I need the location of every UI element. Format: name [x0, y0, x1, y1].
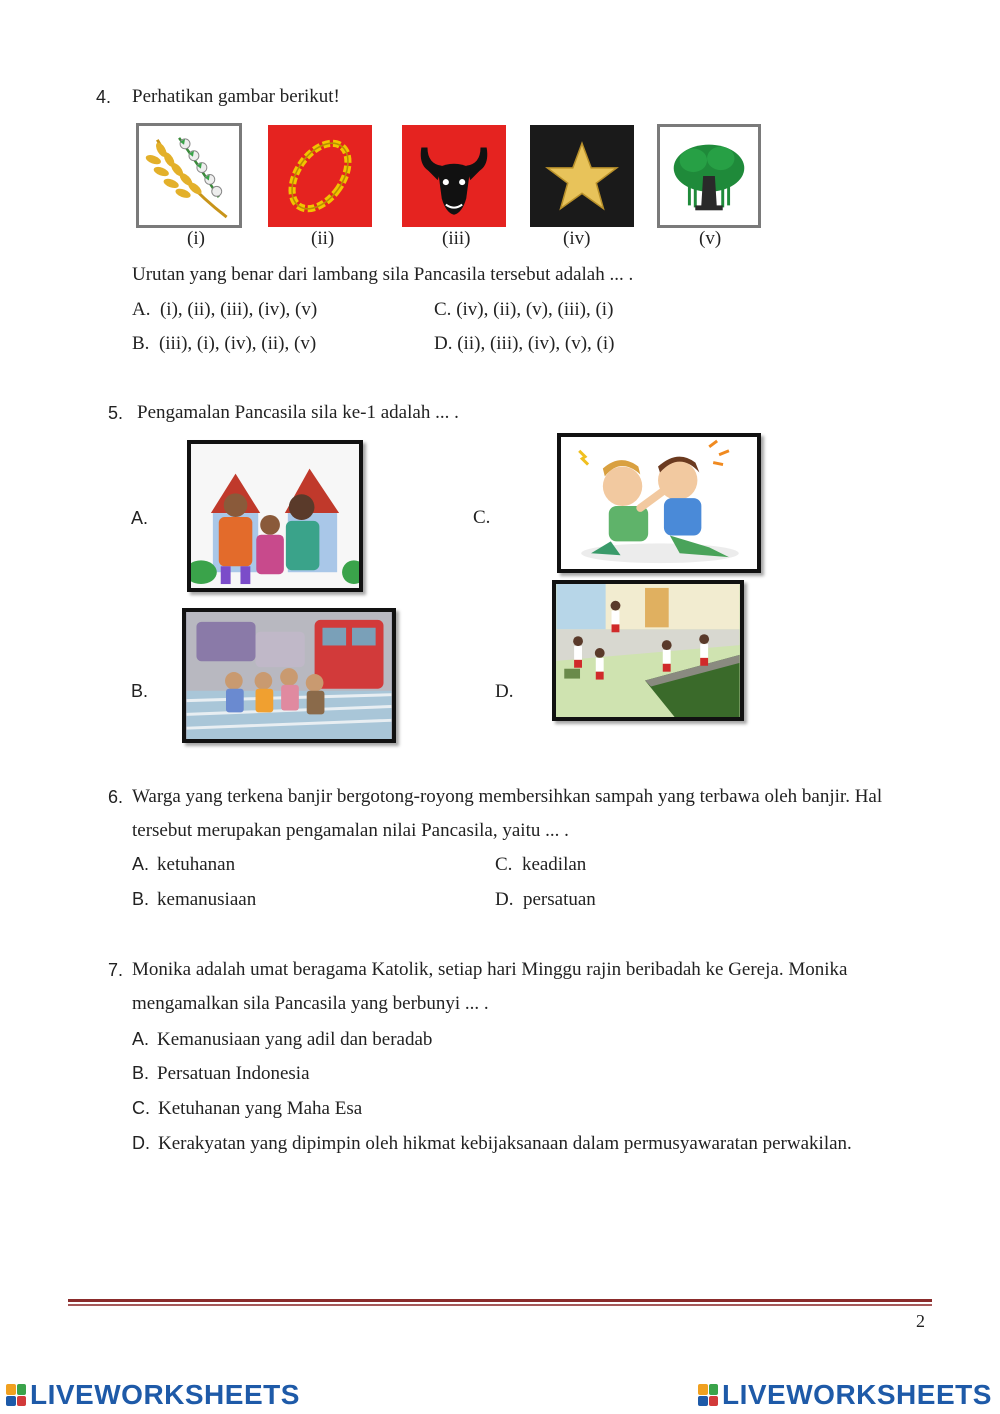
option-text: Kerakyatan yang dipimpin oleh hikmat kebijaksanaan dalam permusyawaratan perwakilan. — [158, 1133, 852, 1154]
q7-prompt-line1: Monika adalah umat beragama Katolik, setiap hari Minggu rajin beribadah ke Gereja. Monika — [132, 959, 848, 980]
q7-option-a[interactable] — [132, 1029, 432, 1051]
brand-right[interactable] — [698, 1379, 992, 1411]
option-text: (iii), (i), (iv), (ii), (v) — [158, 333, 317, 354]
option-letter: D. — [434, 333, 453, 354]
q7-option-d[interactable] — [132, 1133, 852, 1155]
q4-question: Urutan yang benar dari lambang sila Pancasila tersebut adalah ... . — [132, 264, 634, 285]
children-praying-church-image[interactable] — [187, 440, 363, 592]
option-letter: C. — [132, 1098, 150, 1118]
option-text: keadilan — [521, 854, 587, 875]
option-letter: C. — [495, 854, 513, 875]
symbol-label-v: (v) — [699, 228, 722, 249]
q5-number: 5. — [108, 403, 124, 423]
rantai-icon — [268, 125, 372, 227]
padi-kapas-icon — [136, 123, 242, 228]
option-text: Kemanusiaan yang adil dan beradab — [157, 1029, 433, 1050]
brand-left[interactable] — [6, 1379, 300, 1411]
q5-prompt: Pengamalan Pancasila sila ke-1 adalah ... . — [137, 402, 459, 423]
option-letter: A. — [132, 854, 150, 874]
q4-option-d[interactable] — [434, 333, 614, 355]
q4-option-c[interactable] — [434, 299, 613, 321]
option-letter: D. — [132, 1133, 150, 1153]
brand-left-text: LIVEWORKSHEETS — [30, 1379, 300, 1410]
q6-prompt-line1: Warga yang terkena banjir bergotong-royong membersihkan sampah yang terbawa oleh banjir. Hal — [132, 786, 883, 807]
children-cleaning-school-image[interactable] — [552, 580, 744, 721]
boys-fighting-image[interactable] — [557, 433, 761, 573]
option-text: Ketuhanan yang Maha Esa — [158, 1098, 363, 1119]
q6-option-a[interactable] — [132, 854, 235, 876]
q5-option-c-letter: C. — [473, 507, 491, 528]
footer-rule-bottom — [68, 1304, 932, 1306]
q6-option-b[interactable] — [132, 889, 256, 911]
symbol-label-i: (i) — [187, 228, 205, 249]
q5-option-b-letter: B. — [131, 681, 149, 701]
option-text: ketuhanan — [157, 854, 236, 875]
q4-option-b[interactable] — [132, 333, 316, 355]
crowded-street-image[interactable] — [182, 608, 396, 743]
bintang-icon — [530, 125, 634, 227]
option-letter: D. — [495, 889, 514, 910]
option-letter: A. — [132, 299, 151, 320]
symbol-label-iv: (iv) — [563, 228, 591, 249]
q4-option-a[interactable] — [132, 299, 317, 321]
q6-prompt-line2: tersebut merupakan pengamalan nilai Pancasila, yaitu ... . — [132, 820, 569, 841]
q7-option-b[interactable] — [132, 1063, 310, 1085]
liveworksheets-logo-icon — [6, 1384, 26, 1406]
option-letter: B. — [132, 889, 150, 909]
symbol-label-iii: (iii) — [442, 228, 471, 249]
q7-option-c[interactable] — [132, 1098, 362, 1120]
page-number: 2 — [916, 1311, 925, 1331]
q6-number: 6. — [108, 787, 124, 807]
option-text: (iv), (ii), (v), (iii), (i) — [456, 299, 614, 320]
option-letter: B. — [132, 333, 150, 354]
liveworksheets-logo-icon — [698, 1384, 718, 1406]
pohon-beringin-icon — [657, 124, 761, 228]
q4-prompt: Perhatikan gambar berikut! — [132, 86, 340, 107]
option-letter: C. — [434, 299, 452, 320]
footer-rule-top — [68, 1299, 932, 1302]
q7-prompt-line2: mengamalkan sila Pancasila yang berbunyi ... . — [132, 993, 489, 1014]
q5-option-a-letter: A. — [131, 508, 149, 528]
kepala-banteng-icon — [402, 125, 506, 227]
brand-right-text: LIVEWORKSHEETS — [722, 1379, 992, 1410]
q6-option-c[interactable] — [495, 854, 586, 876]
symbol-label-ii: (ii) — [311, 228, 335, 249]
q7-number: 7. — [108, 960, 124, 980]
option-letter: A. — [132, 1029, 150, 1049]
q5-option-d-letter: D. — [495, 681, 514, 702]
option-letter: B. — [132, 1063, 150, 1083]
q4-number: 4. — [96, 87, 112, 107]
option-text: (ii), (iii), (iv), (v), (i) — [457, 333, 615, 354]
option-text: persatuan — [522, 889, 596, 910]
option-text: (i), (ii), (iii), (iv), (v) — [159, 299, 318, 320]
option-text: kemanusiaan — [157, 889, 257, 910]
q6-option-d[interactable] — [495, 889, 596, 911]
option-text: Persatuan Indonesia — [157, 1063, 310, 1084]
